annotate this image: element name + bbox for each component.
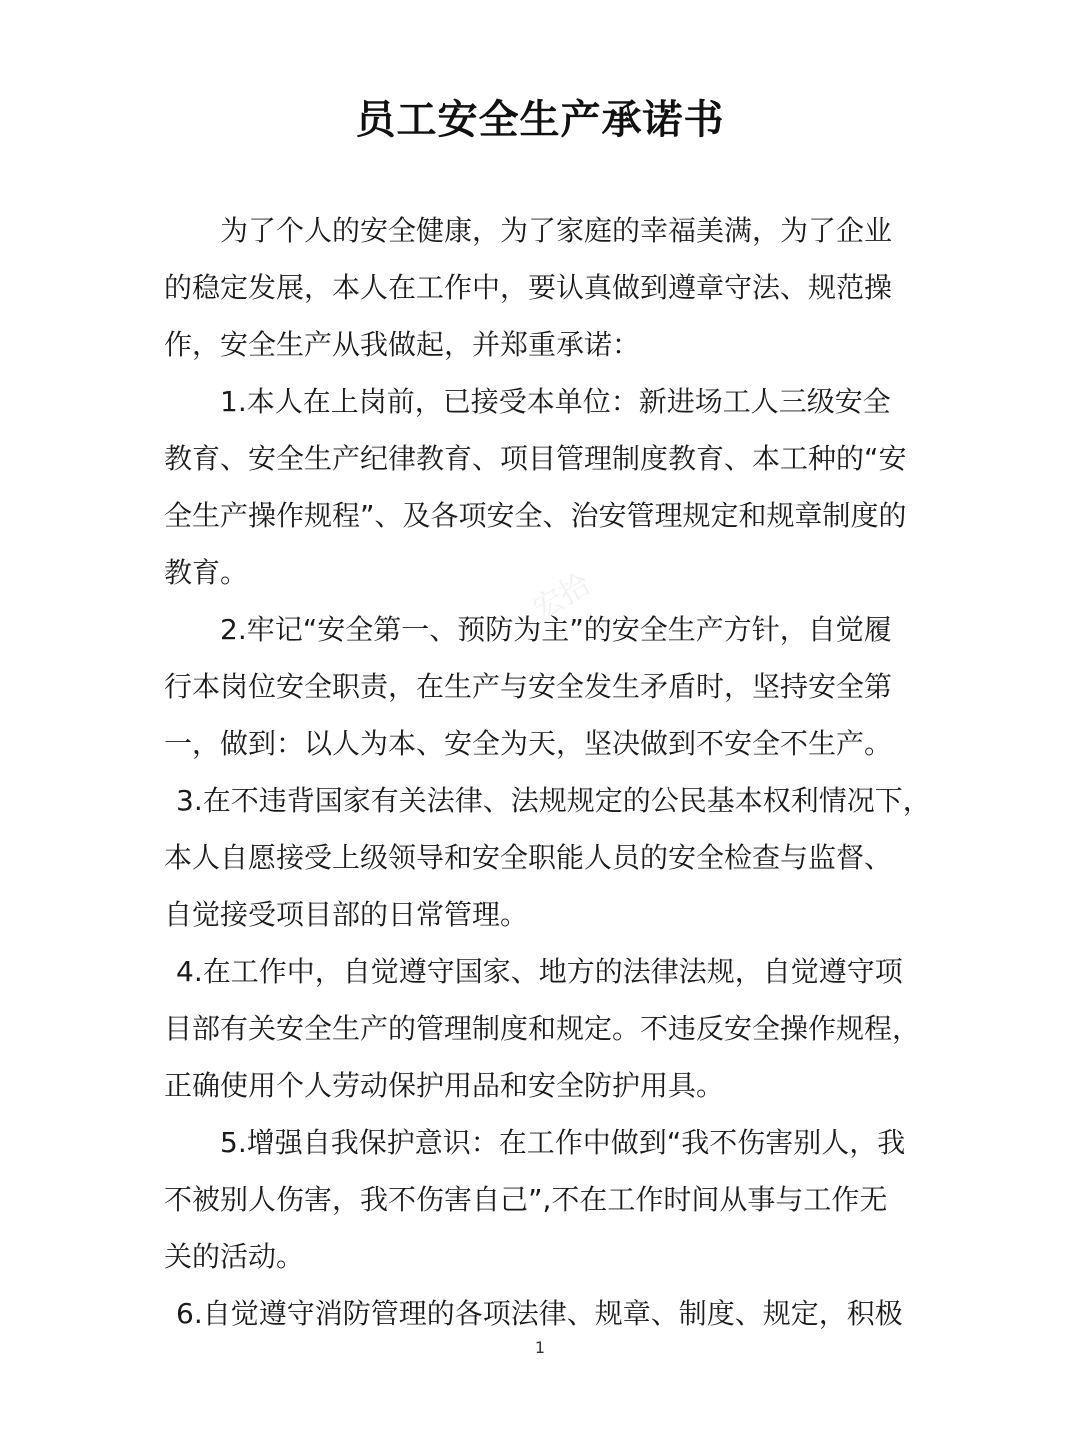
text-line: 教育、安全生产纪律教育、项目管理制度教育、本工种的“安 xyxy=(164,442,907,475)
text-line: 6.自觉遵守消防管理的各项法律、规章、制度、规定，积极 xyxy=(176,1297,903,1330)
text-line: 作，安全生产从我做起，并郑重承诺： xyxy=(164,328,641,361)
text-line: 4.在工作中，自觉遵守国家、地方的法律法规，自觉遵守项 xyxy=(176,955,903,988)
text-line: 2.牢记“安全第一、预防为主”的安全生产方针，自觉履 xyxy=(220,613,892,646)
watermark: 宏拾 xyxy=(527,566,597,628)
text-line: 1.本人在上岗前，已接受本单位：新进场工人三级安全 xyxy=(220,385,891,418)
page-number: 1 xyxy=(534,1338,546,1357)
text-line: 自觉接受项目部的日常管理。 xyxy=(164,898,529,931)
text-line: 正确使用个人劳动保护用品和安全防护用具。 xyxy=(164,1069,725,1102)
text-line: 行本岗位安全职责，在生产与安全发生矛盾时，坚持安全第 xyxy=(164,670,893,703)
text-line: 一，做到：以人为本、安全为天，坚决做到不安全不生产。 xyxy=(164,727,893,760)
text-line: 不被别人伤害，我不伤害自己”,不在工作时间从事与工作无 xyxy=(164,1183,888,1216)
text-line: 全生产操作规程”、及各项安全、治安管理规定和规章制度的 xyxy=(164,499,907,532)
text-line: 目部有关安全生产的管理制度和规定。不违反安全操作规程， xyxy=(164,1012,921,1045)
text-line: 为了个人的安全健康，为了家庭的幸福美满，为了企业 xyxy=(220,214,893,247)
text-line: 5.增强自我保护意识：在工作中做到“我不伤害别人，我 xyxy=(220,1126,906,1159)
text-line: 3.在不违背国家有关法律、法规规定的公民基本权利情况下， xyxy=(176,784,931,817)
text-line: 关的活动。 xyxy=(164,1240,305,1273)
text-line: 本人自愿接受上级领导和安全职能人员的安全检查与监督、 xyxy=(164,841,893,874)
document-title: 员工安全生产承诺书 xyxy=(355,97,725,143)
text-line: 教育。 xyxy=(164,556,249,589)
text-line: 的稳定发展，本人在工作中，要认真做到遵章守法、规范操 xyxy=(164,271,893,304)
